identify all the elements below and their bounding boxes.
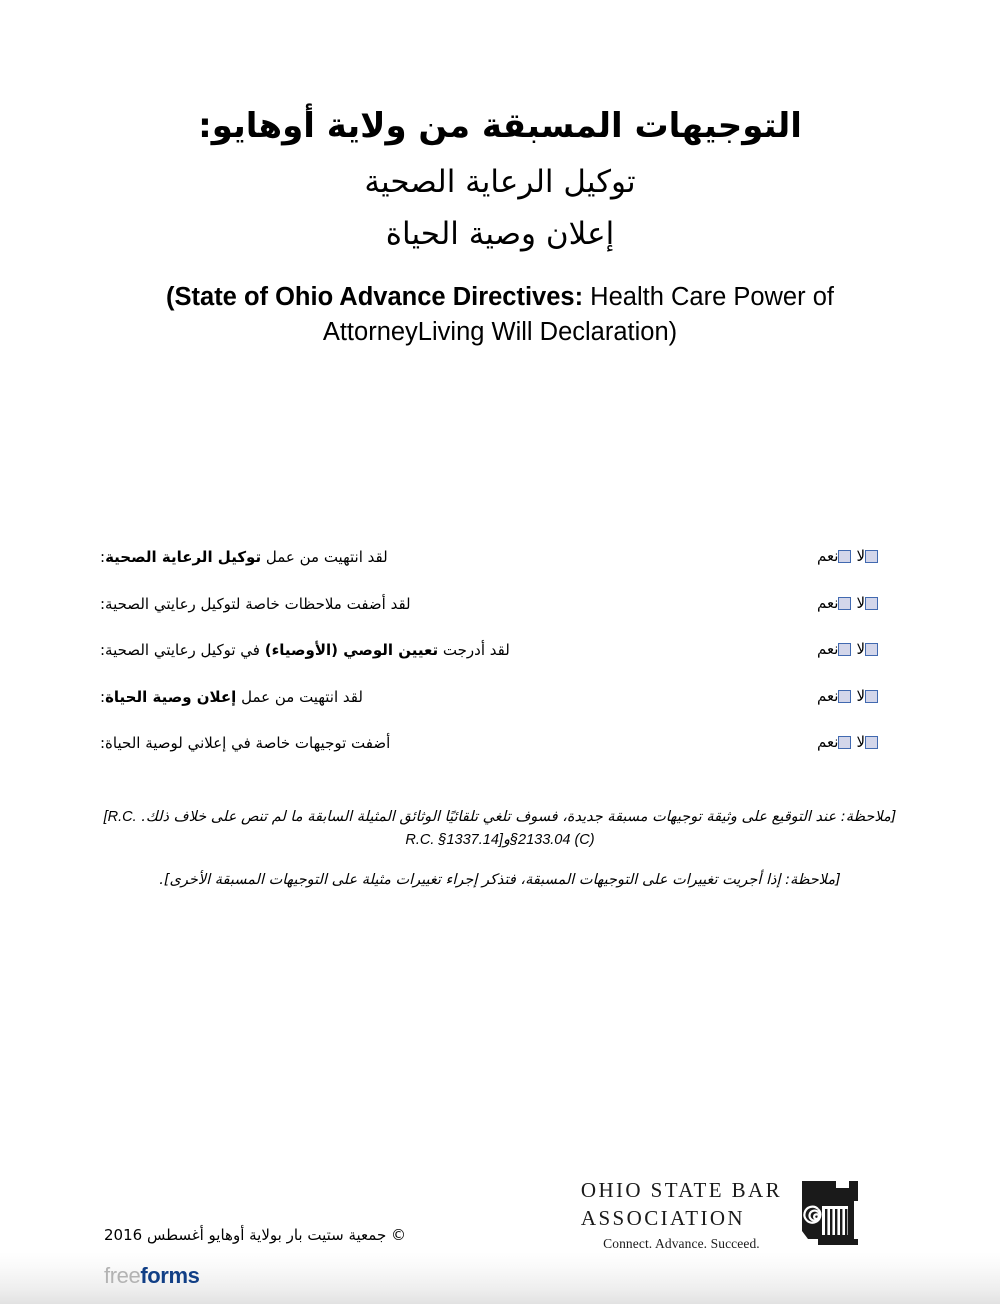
logo-line-association: ASSOCIATION <box>580 1205 745 1230</box>
checklist-label-prefix: أضفت توجيهات خاصة في إعلاني لوصية الحياة: <box>100 734 391 752</box>
checklist-label-suffix: : <box>100 548 106 566</box>
answer-no <box>851 593 878 612</box>
page-title-arabic-primary: التوجيهات المسبقة من ولاية أوهايو: <box>198 106 802 146</box>
checkbox-no[interactable] <box>865 550 878 563</box>
checklist-answers <box>812 546 900 564</box>
watermark-forms: forms <box>140 1263 200 1288</box>
checklist-label-prefix: لقد انتهيت من عمل <box>261 548 388 566</box>
checklist-answers <box>812 593 900 611</box>
watermark-free: free <box>104 1263 141 1288</box>
answer-no <box>851 735 878 750</box>
checklist-row-label <box>100 686 363 707</box>
logo-tagline: Connect. Advance. Succeed. <box>603 1235 760 1251</box>
note-conjunction: و <box>502 832 510 849</box>
answer-no-label: لا <box>856 640 865 658</box>
page-title-english-rest: Health Care Power of AttorneyLiving Will Declaration) <box>322 282 834 347</box>
checklist-row-label <box>100 593 411 614</box>
checklist-label-prefix: لقد أضفت ملاحظات خاصة لتوكيل رعايتي الصحية: <box>100 594 411 613</box>
checkbox-yes[interactable] <box>838 736 851 749</box>
answer-no <box>851 549 878 564</box>
checkbox-yes[interactable] <box>838 690 851 703</box>
answer-yes-label: نعم <box>817 733 839 751</box>
answer-yes-label: نعم <box>817 593 839 612</box>
checkbox-no[interactable] <box>865 736 878 749</box>
checklist-row-health-care-poa <box>100 546 900 593</box>
copyright-notice: © جمعية ستيت بار بولاية أوهايو أغسطس 2016 <box>104 1226 406 1244</box>
checklist-label-prefix: لقد أدرجت <box>438 641 510 659</box>
checklist-answers <box>812 686 900 704</box>
checklist-label-suffix: في توكيل رعايتي الصحية: <box>100 641 265 659</box>
checkbox-yes[interactable] <box>838 597 851 610</box>
answer-no <box>851 642 878 657</box>
checkbox-yes[interactable] <box>838 643 851 656</box>
completion-checklist <box>100 546 900 779</box>
checklist-label-suffix: : <box>100 687 106 706</box>
checklist-label-bold: إعلان وصية الحياة <box>105 687 237 706</box>
legal-notes <box>100 806 900 892</box>
page-subtitle-arabic-health-care-poa: توكيل الرعاية الصحية <box>364 164 636 201</box>
checklist-answers <box>812 639 900 657</box>
checklist-row-label <box>100 732 390 753</box>
answer-no-label: لا <box>856 547 865 565</box>
note-citation-2133: [R.C. §2133.04 (C) <box>103 809 595 849</box>
checklist-row-poa-special-notes <box>100 593 900 640</box>
ohio-state-bar-association-logo <box>580 1177 866 1252</box>
checklist-row-guardian-nomination <box>100 639 900 686</box>
answer-yes-label: نعم <box>817 686 839 705</box>
answer-yes <box>812 686 851 705</box>
checklist-row-living-will <box>100 686 900 733</box>
answer-no <box>851 686 878 705</box>
checklist-row-label <box>100 546 388 567</box>
checklist-row-label <box>100 639 510 660</box>
note-revocation <box>100 806 900 853</box>
note-parallel-changes: [ملاحظة: إذا أجريت تغييرات على التوجيهات المسبقة، فتذكر إجراء تغييرات مثيلة على التوجيهات المسبقة الأخرى]. <box>159 871 841 888</box>
answer-no-label: لا <box>856 593 865 612</box>
document-title-block <box>100 104 900 350</box>
checklist-answers <box>812 732 900 750</box>
answer-yes <box>812 593 851 612</box>
checkbox-yes[interactable] <box>838 550 851 563</box>
checklist-label-bold: توكيل الرعاية الصحية <box>105 548 262 566</box>
checklist-label-bold: تعيين الوصي (الأوصياء) <box>264 641 439 659</box>
answer-yes <box>812 642 851 657</box>
note-citation-1337: R.C. §1337.14] <box>405 832 503 849</box>
answer-no-label: لا <box>856 686 865 705</box>
freeforms-watermark <box>104 1265 199 1287</box>
checkbox-no[interactable] <box>865 690 878 703</box>
answer-yes-label: نعم <box>817 640 839 658</box>
logo-wordmark <box>580 1177 782 1251</box>
page-title-english <box>100 280 900 350</box>
checklist-label-prefix: لقد انتهيت من عمل <box>236 687 363 706</box>
answer-yes-label: نعم <box>817 547 839 565</box>
note-revocation-text: [ملاحظة: عند التوقيع على وثيقة توجيهات مسبقة جديدة، فسوف تلغي تلقائيًا الوثائق المثيلة السابقة ما لم تنص على خلاف ذلك. <box>136 809 897 825</box>
page-title-english-bold: (State of Ohio Advance Directives: <box>166 282 584 311</box>
answer-yes <box>812 735 851 750</box>
logo-line-ohio-state-bar: OHIO STATE BAR <box>580 1177 782 1202</box>
ohio-state-column-icon <box>792 1179 866 1252</box>
answer-no-label: لا <box>856 733 865 751</box>
answer-yes <box>812 549 851 564</box>
page-subtitle-arabic-living-will: إعلان وصية الحياة <box>385 216 615 253</box>
checklist-row-living-will-special-directions <box>100 732 900 779</box>
checkbox-no[interactable] <box>865 597 878 610</box>
checkbox-no[interactable] <box>865 643 878 656</box>
